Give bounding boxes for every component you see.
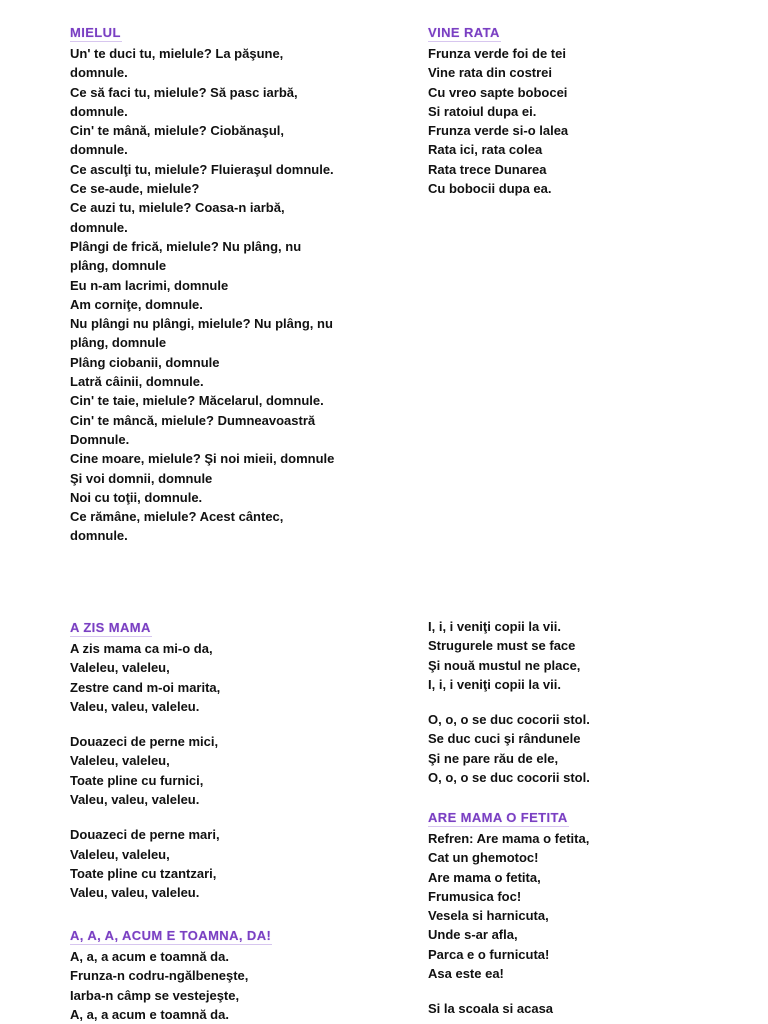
poem-line: I, i, i veniţi copii la vii.: [428, 619, 561, 634]
poem-line: Ce asculţi tu, mielule? Fluieraşul domnule.: [70, 161, 334, 177]
poem-line: Valeu, valeu, valeleu.: [70, 792, 200, 808]
poem-i-i-i: [428, 617, 590, 787]
poem-title: A ZIS MAMA: [70, 620, 151, 635]
poem-line: Am corniţe, domnule.: [70, 296, 203, 312]
poem-line: Valeleu, valeleu,: [70, 846, 170, 862]
poem-line: Strugurele must se face: [428, 638, 576, 654]
poem-line: Ce să faci tu, mielule? Să pasc iarbă,: [70, 84, 298, 100]
poem-line: Toate pline cu tzantzari,: [70, 865, 217, 881]
poem-line: Si la scoala si acasa: [428, 1001, 554, 1017]
poem-line: Noi cu toţii, domnule.: [70, 489, 203, 505]
poem-line: Şi ne pare rău de ele,: [428, 750, 559, 766]
poem-line: Cat un ghemotoc!: [428, 850, 539, 866]
poem-mielul: [70, 24, 334, 546]
poem-line: Ce se-aude, mielule?: [70, 181, 200, 197]
stanza-gap: [70, 716, 220, 732]
poem-title: VINE RATA: [428, 25, 500, 40]
poem-line: domnule.: [70, 528, 128, 544]
poem-line: domnule.: [70, 103, 128, 119]
poem-line: domnule.: [70, 65, 128, 81]
poem-title: MIELUL: [70, 25, 121, 40]
poem-lines: [70, 947, 272, 1024]
poem-line: Refren: Are mama o fetita,: [428, 831, 590, 846]
poem-line: domnule.: [70, 142, 128, 158]
poem-line: Plâng ciobanii, domnule: [70, 354, 220, 370]
poem-line: Valeu, valeu, valeleu.: [70, 885, 200, 901]
poem-line: Cine moare, mielule? Şi noi mieii, domnule: [70, 451, 335, 467]
poem-lines: [428, 617, 590, 787]
poem-line: Domnule.: [70, 431, 130, 447]
poem-are-mama: [428, 809, 589, 1019]
poem-line: Are mama o fetita,: [428, 869, 541, 885]
poem-line: Valeu, valeu, valeleu.: [70, 698, 200, 714]
poem-lines: [428, 44, 568, 198]
stanza-gap: [428, 983, 589, 999]
poem-line: Zestre cand m-oi marita,: [70, 679, 221, 695]
poem-line: plâng, domnule: [70, 258, 167, 274]
poem-line: A, a, a acum e toamnă da.: [70, 1006, 229, 1022]
poem-line: Cin' te mâncă, mielule? Dumneavoastră: [70, 412, 316, 428]
poem-line: Cin' te mână, mielule? Ciobănaşul,: [70, 123, 285, 139]
poem-line: O, o, o se duc cocorii stol.: [428, 770, 590, 786]
poem-line: Un' te duci tu, mielule? La păşune,: [70, 46, 284, 61]
poem-line: Parca e o furnicuta!: [428, 946, 550, 962]
poem-line: Douazeci de perne mari,: [70, 827, 220, 843]
poem-line: Vesela si harnicuta,: [428, 908, 549, 924]
poem-line: Unde s-ar afla,: [428, 927, 518, 943]
poem-line: Şi nouă mustul ne place,: [428, 657, 581, 673]
poem-line: Nu plângi nu plângi, mielule? Nu plâng, nu: [70, 316, 333, 332]
poem-line: Cu vreo sapte bobocei: [428, 84, 568, 100]
poem-line: Iarba-n câmp se vestejeşte,: [70, 987, 240, 1003]
poem-line: A zis mama ca mi-o da,: [70, 641, 213, 656]
poem-line: Cin' te taie, mielule? Măcelarul, domnule.: [70, 393, 324, 409]
poem-line: plâng, domnule: [70, 335, 167, 351]
poem-lines: [70, 639, 220, 903]
poem-line: Rata trece Dunarea: [428, 161, 547, 177]
poem-line: Toate pline cu furnici,: [70, 772, 204, 788]
poem-title: A, A, A, ACUM E TOAMNA, DA!: [70, 928, 272, 943]
poem-line: A, a, a acum e toamnă da.: [70, 949, 229, 964]
stanza-gap: [428, 694, 590, 710]
poem-line: Ce auzi tu, mielule? Coasa-n iarbă,: [70, 200, 285, 216]
poem-line: Frunza verde si-o lalea: [428, 123, 569, 139]
poem-line: Frunza-n codru-ngălbeneşte,: [70, 968, 249, 984]
poem-line: O, o, o se duc cocorii stol.: [428, 712, 590, 728]
poem-line: Cu bobocii dupa ea.: [428, 181, 552, 197]
poem-line: Valeleu, valeleu,: [70, 660, 170, 676]
poem-line: Se duc cuci şi rândunele: [428, 731, 581, 747]
poem-line: Şi voi domnii, domnule: [70, 470, 213, 486]
poem-line: Plângi de frică, mielule? Nu plâng, nu: [70, 238, 302, 254]
poem-vine-rata: [428, 24, 568, 198]
poem-line: Ce rămâne, mielule? Acest cântec,: [70, 509, 284, 525]
poem-line: Valeleu, valeleu,: [70, 753, 170, 769]
poem-line: I, i, i veniţi copii la vii.: [428, 676, 561, 692]
poem-line: Latră câinii, domnule.: [70, 374, 204, 390]
poem-line: domnule.: [70, 219, 128, 235]
poem-line: Vine rata din costrei: [428, 65, 553, 81]
poem-line: Asa este ea!: [428, 966, 504, 982]
stanza-gap: [70, 809, 220, 825]
poem-lines: [428, 829, 589, 1019]
poem-line: Frumusica foc!: [428, 888, 522, 904]
poem-a-zis-mama: [70, 619, 220, 903]
poem-line: Frunza verde foi de tei: [428, 46, 566, 61]
poem-title: ARE MAMA O FETITA: [428, 810, 568, 825]
poem-line: Eu n-am lacrimi, domnule: [70, 277, 229, 293]
poem-line: Rata ici, rata colea: [428, 142, 543, 158]
poem-acum-e-toamna: [70, 927, 272, 1024]
poem-line: Si ratoiul dupa ei.: [428, 103, 537, 119]
poem-lines: [70, 44, 334, 546]
poem-line: Douazeci de perne mici,: [70, 734, 219, 750]
